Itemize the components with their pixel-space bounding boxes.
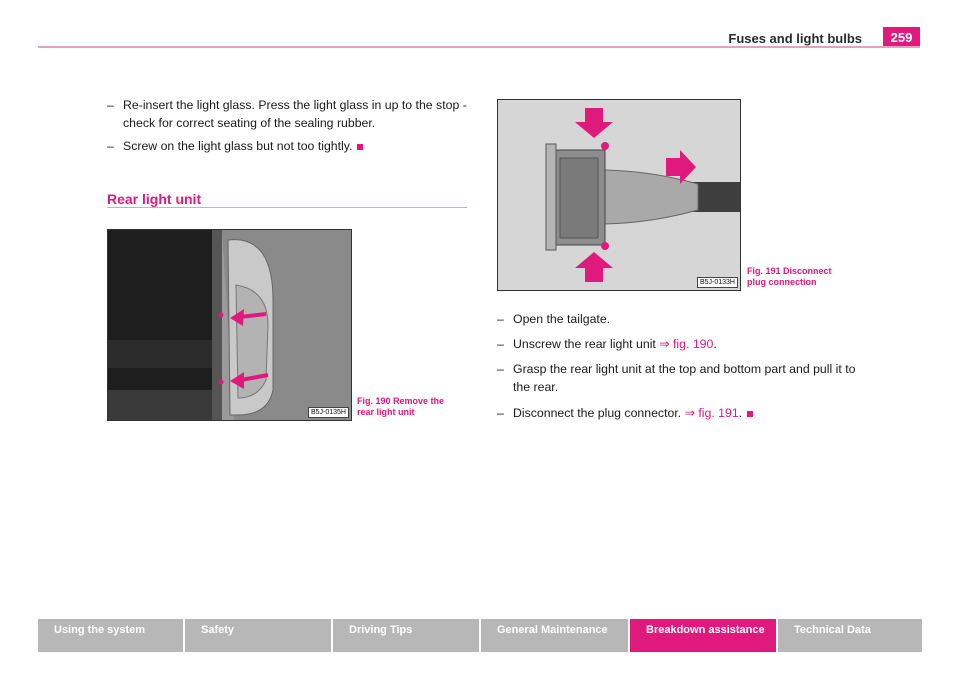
page-number: 259	[883, 27, 920, 48]
caption-line: Fig. 191 Disconnect	[747, 266, 832, 276]
step-dash: –	[497, 406, 504, 420]
step-dash: –	[497, 337, 504, 351]
xref-arrow-icon: ⇒	[659, 337, 670, 351]
plug-connector-illustration	[498, 100, 740, 290]
figure-191-image	[497, 99, 741, 291]
rear-light-illustration	[108, 230, 351, 420]
step-reinsert-glass	[107, 96, 467, 132]
step-dash: –	[107, 98, 114, 112]
tab-driving-tips[interactable]: Driving Tips	[333, 619, 479, 652]
step-unscrew-light	[497, 335, 877, 353]
step-text: Open the tailgate.	[513, 312, 611, 326]
step-text: Screw on the light glass but not too tightly.	[123, 139, 353, 153]
step-screw-glass	[107, 137, 467, 155]
figure-190-image	[107, 229, 352, 421]
figure-code-label: B5J-0135H	[308, 407, 349, 418]
step-text: Disconnect the plug connector.	[513, 406, 682, 420]
figure-code-label: B5J-0133H	[697, 277, 738, 288]
caption-line: rear light unit	[357, 407, 415, 417]
section-rule	[107, 207, 467, 208]
tab-safety[interactable]: Safety	[185, 619, 331, 652]
tab-technical-data[interactable]: Technical Data	[778, 619, 922, 652]
step-dash: –	[497, 312, 504, 326]
figure-191-caption	[747, 266, 832, 288]
section-end-marker	[747, 411, 753, 417]
step-open-tailgate	[497, 310, 877, 328]
tab-general-maintenance[interactable]: General Maintenance	[481, 619, 628, 652]
figure-190-link[interactable]: fig. 190	[673, 337, 714, 351]
figure-190-caption	[357, 396, 444, 418]
step-punct: .	[713, 337, 717, 351]
tab-using-the-system[interactable]: Using the system	[38, 619, 183, 652]
step-disconnect-plug	[497, 404, 877, 422]
figure-191-link[interactable]: fig. 191	[698, 406, 739, 420]
step-text: Grasp the rear light unit at the top and bottom part and pull it to the rear.	[513, 362, 856, 394]
xref-arrow-icon: ⇒	[684, 406, 695, 420]
caption-line: plug connection	[747, 277, 817, 287]
step-punct: .	[738, 406, 743, 420]
section-title: Rear light unit	[107, 191, 202, 207]
step-text: Re-insert the light glass. Press the light glass in up to the stop - check for correct seating of the sealing rubber.	[123, 98, 467, 130]
section-end-marker	[357, 144, 363, 150]
step-dash: –	[497, 362, 504, 376]
step-grasp-light	[497, 360, 867, 396]
tab-breakdown-assistance[interactable]: Breakdown assistance	[630, 619, 776, 652]
header-rule	[38, 46, 920, 48]
step-dash: –	[107, 139, 114, 153]
caption-line: Fig. 190 Remove the	[357, 396, 445, 406]
running-header-title: Fuses and light bulbs	[728, 31, 862, 46]
footer-nav	[38, 619, 922, 652]
step-text: Unscrew the rear light unit	[513, 337, 656, 351]
